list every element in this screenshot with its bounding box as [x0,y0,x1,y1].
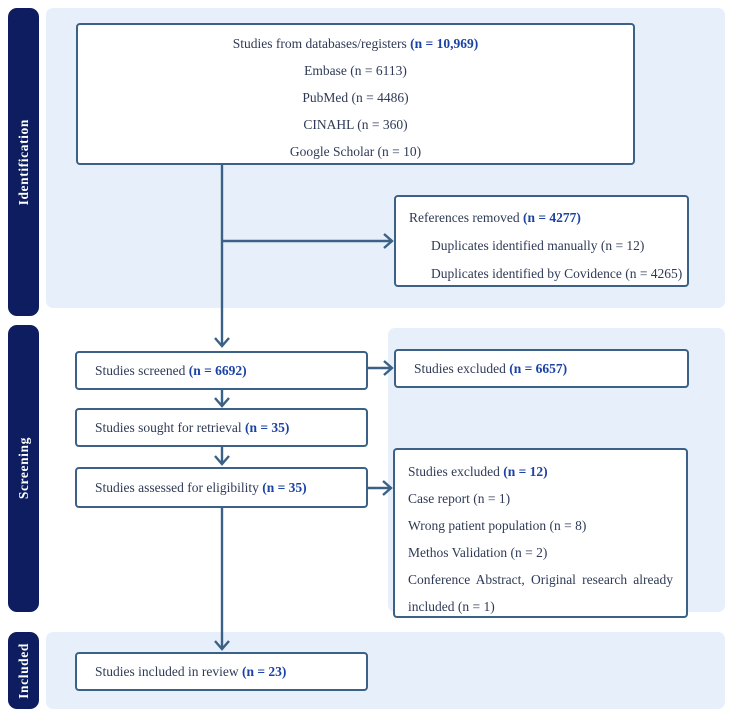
box-references-removed [394,195,689,287]
count-screened: (n = 6692) [188,362,247,378]
list-item: PubMed (n = 4486) [302,90,409,105]
arrow-assessed-to-included [215,508,229,649]
count-included: (n = 23) [241,663,287,679]
box-title: Studies excluded (n = 6657) [414,360,568,376]
count-assessed: (n = 35) [262,479,307,495]
box-studies-excluded-eligibility [393,448,688,618]
arrow-screened-to-sought [215,390,229,406]
stage-label-identification: Identification [15,118,31,206]
list-item: Duplicates identified manually (n = 12) [431,238,645,253]
list-item: Methos Validation (n = 2) [408,545,548,560]
count-excluded-eligibility: (n = 12) [503,464,548,479]
count-excluded-screening: (n = 6657) [509,360,568,376]
stage-label-screening: Screening [15,437,31,500]
stage-bar-screening [8,325,39,612]
box-studies-from-databases [76,23,635,165]
box-title: References removed (n = 4277) [409,210,581,225]
box-title: Studies excluded (n = 12) [408,464,548,479]
list-item: Duplicates identified by Covidence (n = 4265) [431,266,683,281]
box-studies-sought [75,408,368,447]
box-title: Studies assessed for eligibility (n = 35) [95,479,307,495]
count-references-removed: (n = 4277) [522,210,581,225]
box-studies-assessed [75,467,368,508]
box-title: Studies included in review (n = 23) [95,663,287,679]
list-item: Google Scholar (n = 10) [289,144,422,159]
stage-bar-identification [8,8,39,316]
list-item: Case report (n = 1) [408,491,511,506]
list-item: Conference Abstract, Original research already included (n = 1) [408,572,673,614]
box-studies-excluded-screening [394,349,689,388]
list-item: Embase (n = 6113) [304,63,407,78]
box-title: Studies sought for retrieval (n = 35) [95,419,290,435]
list-item: Wrong patient population (n = 8) [408,518,587,533]
box-title: Studies screened (n = 6692) [95,362,247,378]
box-studies-screened [75,351,368,390]
list-item: CINAHL (n = 360) [303,117,408,132]
arrow-sought-to-assessed [215,447,229,464]
count-databases: (n = 10,969) [410,36,479,51]
stage-label-included: Included [15,642,31,699]
box-studies-included [75,652,368,691]
stage-bar-included [8,632,39,709]
count-sought: (n = 35) [244,419,290,435]
box-title: Studies from databases/registers (n = 10,969) [232,36,479,51]
